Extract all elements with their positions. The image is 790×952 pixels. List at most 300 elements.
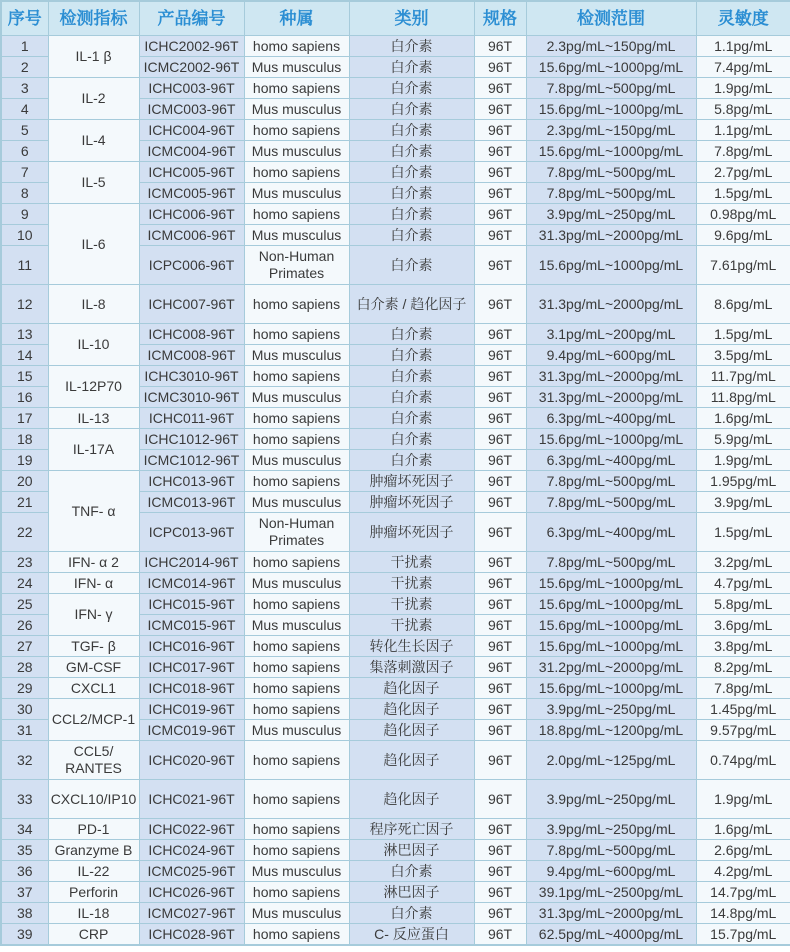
cell-sensitivity: 5.8pg/mL (696, 594, 790, 615)
table-row (1, 471, 790, 492)
cell-target: IL-4 (48, 120, 139, 162)
header-category: 类别 (349, 1, 474, 36)
cell-sensitivity: 11.8pg/mL (696, 387, 790, 408)
cell-category: 集落刺激因子 (349, 657, 474, 678)
header-species: 种属 (244, 1, 349, 36)
cell-target: IL-22 (48, 861, 139, 882)
cell-range: 31.3pg/mL~2000pg/mL (526, 903, 696, 924)
cell-category: 白介素 (349, 141, 474, 162)
cell-sensitivity: 3.8pg/mL (696, 636, 790, 657)
cell-species: homo sapiens (244, 408, 349, 429)
cell-range: 31.3pg/mL~2000pg/mL (526, 366, 696, 387)
cell-species: homo sapiens (244, 366, 349, 387)
table-row (1, 78, 790, 99)
cell-sensitivity: 7.4pg/mL (696, 57, 790, 78)
cell-no: 25 (1, 594, 48, 615)
cell-target: IL-5 (48, 162, 139, 204)
cell-category: 转化生长因子 (349, 636, 474, 657)
table-row (1, 324, 790, 345)
cell-range: 15.6pg/mL~1000pg/mL (526, 636, 696, 657)
cell-species: homo sapiens (244, 324, 349, 345)
cell-category: 淋巴因子 (349, 840, 474, 861)
cell-code: ICMC3010-96T (139, 387, 244, 408)
cell-range: 3.9pg/mL~250pg/mL (526, 819, 696, 840)
cell-code: ICMC005-96T (139, 183, 244, 204)
cell-code: ICHC3010-96T (139, 366, 244, 387)
cell-category: 白介素 (349, 183, 474, 204)
cell-spec: 96T (474, 636, 526, 657)
cell-range: 7.8pg/mL~500pg/mL (526, 471, 696, 492)
cell-species: homo sapiens (244, 36, 349, 57)
cell-sensitivity: 14.7pg/mL (696, 882, 790, 903)
cell-spec: 96T (474, 183, 526, 204)
cell-no: 5 (1, 120, 48, 141)
table-row (1, 573, 790, 594)
cell-category: 白介素 (349, 450, 474, 471)
table-row (1, 861, 790, 882)
cell-species: Mus musculus (244, 99, 349, 120)
table-row (1, 408, 790, 429)
table-row (1, 429, 790, 450)
cell-code: ICMC004-96T (139, 141, 244, 162)
cell-code: ICHC004-96T (139, 120, 244, 141)
cell-species: homo sapiens (244, 471, 349, 492)
cell-target: IL-1 β (48, 36, 139, 78)
cell-spec: 96T (474, 57, 526, 78)
cell-no: 24 (1, 573, 48, 594)
cell-spec: 96T (474, 492, 526, 513)
cell-spec: 96T (474, 78, 526, 99)
cell-spec: 96T (474, 324, 526, 345)
cell-target: CCL5/ RANTES (48, 741, 139, 780)
cell-no: 18 (1, 429, 48, 450)
table-row (1, 780, 790, 819)
cell-range: 31.3pg/mL~2000pg/mL (526, 387, 696, 408)
cell-code: ICMC006-96T (139, 225, 244, 246)
cell-category: 趋化因子 (349, 741, 474, 780)
cell-sensitivity: 11.7pg/mL (696, 366, 790, 387)
cell-sensitivity: 1.95pg/mL (696, 471, 790, 492)
cell-spec: 96T (474, 204, 526, 225)
table-row (1, 36, 790, 57)
cell-sensitivity: 9.6pg/mL (696, 225, 790, 246)
cell-range: 3.1pg/mL~200pg/mL (526, 324, 696, 345)
cell-no: 32 (1, 741, 48, 780)
cell-range: 6.3pg/mL~400pg/mL (526, 513, 696, 552)
cell-spec: 96T (474, 450, 526, 471)
cell-sensitivity: 3.9pg/mL (696, 492, 790, 513)
cell-sensitivity: 1.9pg/mL (696, 780, 790, 819)
table-row (1, 636, 790, 657)
cell-range: 6.3pg/mL~400pg/mL (526, 450, 696, 471)
cell-range: 15.6pg/mL~1000pg/mL (526, 615, 696, 636)
cell-range: 9.4pg/mL~600pg/mL (526, 861, 696, 882)
cell-target: IL-17A (48, 429, 139, 471)
cell-no: 3 (1, 78, 48, 99)
table-body (1, 36, 790, 946)
cell-sensitivity: 7.8pg/mL (696, 678, 790, 699)
cell-no: 9 (1, 204, 48, 225)
table-row (1, 741, 790, 780)
table-row (1, 204, 790, 225)
cell-sensitivity: 15.7pg/mL (696, 924, 790, 946)
cell-range: 39.1pg/mL~2500pg/mL (526, 882, 696, 903)
cell-spec: 96T (474, 594, 526, 615)
table-row (1, 678, 790, 699)
cell-no: 20 (1, 471, 48, 492)
cell-code: ICHC024-96T (139, 840, 244, 861)
cell-no: 6 (1, 141, 48, 162)
cell-target: IL-13 (48, 408, 139, 429)
cell-spec: 96T (474, 699, 526, 720)
cell-code: ICMC013-96T (139, 492, 244, 513)
cell-target: IL-10 (48, 324, 139, 366)
cell-range: 15.6pg/mL~1000pg/mL (526, 573, 696, 594)
cell-no: 37 (1, 882, 48, 903)
cell-spec: 96T (474, 780, 526, 819)
cell-sensitivity: 1.6pg/mL (696, 408, 790, 429)
cell-no: 4 (1, 99, 48, 120)
cell-no: 28 (1, 657, 48, 678)
cell-sensitivity: 1.5pg/mL (696, 513, 790, 552)
cell-species: Mus musculus (244, 141, 349, 162)
cell-sensitivity: 1.9pg/mL (696, 78, 790, 99)
cell-spec: 96T (474, 387, 526, 408)
cell-no: 2 (1, 57, 48, 78)
table-row (1, 903, 790, 924)
table-row (1, 162, 790, 183)
cell-sensitivity: 1.5pg/mL (696, 183, 790, 204)
cell-target: IFN- γ (48, 594, 139, 636)
cell-category: 白介素 (349, 225, 474, 246)
cell-species: homo sapiens (244, 594, 349, 615)
cell-spec: 96T (474, 741, 526, 780)
table-row (1, 594, 790, 615)
cell-category: 肿瘤坏死因子 (349, 471, 474, 492)
cell-range: 3.9pg/mL~250pg/mL (526, 780, 696, 819)
cell-target: PD-1 (48, 819, 139, 840)
cell-range: 15.6pg/mL~1000pg/mL (526, 246, 696, 285)
cell-spec: 96T (474, 882, 526, 903)
table-row (1, 699, 790, 720)
cell-range: 7.8pg/mL~500pg/mL (526, 840, 696, 861)
table-row (1, 882, 790, 903)
cell-species: Mus musculus (244, 57, 349, 78)
cell-target: CXCL1 (48, 678, 139, 699)
cell-target: IL-6 (48, 204, 139, 285)
header-sensitivity: 灵敏度 (696, 1, 790, 36)
header-target: 检测指标 (48, 1, 139, 36)
cell-species: homo sapiens (244, 204, 349, 225)
cell-range: 31.3pg/mL~2000pg/mL (526, 225, 696, 246)
header-code: 产品编号 (139, 1, 244, 36)
cell-sensitivity: 0.98pg/mL (696, 204, 790, 225)
cell-species: Mus musculus (244, 573, 349, 594)
cell-species: homo sapiens (244, 924, 349, 946)
cell-category: 趋化因子 (349, 699, 474, 720)
cell-sensitivity: 9.57pg/mL (696, 720, 790, 741)
cell-range: 62.5pg/mL~4000pg/mL (526, 924, 696, 946)
cell-species: homo sapiens (244, 819, 349, 840)
cell-no: 31 (1, 720, 48, 741)
cell-code: ICHC007-96T (139, 285, 244, 324)
cell-category: 肿瘤坏死因子 (349, 492, 474, 513)
cell-species: homo sapiens (244, 285, 349, 324)
cell-code: ICHC005-96T (139, 162, 244, 183)
cell-no: 22 (1, 513, 48, 552)
cell-species: Non-Human Primates (244, 246, 349, 285)
cell-species: Mus musculus (244, 720, 349, 741)
cell-species: homo sapiens (244, 678, 349, 699)
cell-range: 7.8pg/mL~500pg/mL (526, 162, 696, 183)
cell-range: 15.6pg/mL~1000pg/mL (526, 57, 696, 78)
cell-category: 白介素 (349, 120, 474, 141)
cell-spec: 96T (474, 840, 526, 861)
cell-spec: 96T (474, 678, 526, 699)
cell-target: IFN- α 2 (48, 552, 139, 573)
cell-code: ICHC1012-96T (139, 429, 244, 450)
cell-no: 36 (1, 861, 48, 882)
cell-code: ICMC027-96T (139, 903, 244, 924)
cell-range: 7.8pg/mL~500pg/mL (526, 552, 696, 573)
cell-category: C- 反应蛋白 (349, 924, 474, 946)
cell-category: 白介素 (349, 345, 474, 366)
cell-category: 白介素 (349, 78, 474, 99)
cell-no: 39 (1, 924, 48, 946)
cell-target: TGF- β (48, 636, 139, 657)
cell-sensitivity: 0.74pg/mL (696, 741, 790, 780)
cell-sensitivity: 5.9pg/mL (696, 429, 790, 450)
cell-code: ICHC021-96T (139, 780, 244, 819)
cell-code: ICMC015-96T (139, 615, 244, 636)
cell-no: 34 (1, 819, 48, 840)
cell-spec: 96T (474, 366, 526, 387)
cell-code: ICHC2014-96T (139, 552, 244, 573)
cell-species: homo sapiens (244, 780, 349, 819)
cell-target: CCL2/MCP-1 (48, 699, 139, 741)
cell-code: ICHC008-96T (139, 324, 244, 345)
cell-code: ICHC011-96T (139, 408, 244, 429)
cell-species: homo sapiens (244, 840, 349, 861)
cell-category: 白介素 (349, 366, 474, 387)
cell-category: 白介素 (349, 429, 474, 450)
cell-sensitivity: 8.6pg/mL (696, 285, 790, 324)
cell-code: ICMC003-96T (139, 99, 244, 120)
cell-spec: 96T (474, 429, 526, 450)
cell-sensitivity: 5.8pg/mL (696, 99, 790, 120)
cell-category: 趋化因子 (349, 720, 474, 741)
cell-species: homo sapiens (244, 120, 349, 141)
cell-spec: 96T (474, 903, 526, 924)
table-row (1, 285, 790, 324)
cell-species: homo sapiens (244, 882, 349, 903)
cell-spec: 96T (474, 285, 526, 324)
cell-range: 3.9pg/mL~250pg/mL (526, 699, 696, 720)
cell-spec: 96T (474, 471, 526, 492)
cell-category: 干扰素 (349, 552, 474, 573)
cell-target: IL-12P70 (48, 366, 139, 408)
cell-category: 干扰素 (349, 573, 474, 594)
cell-species: Mus musculus (244, 492, 349, 513)
cell-range: 7.8pg/mL~500pg/mL (526, 492, 696, 513)
cell-species: homo sapiens (244, 699, 349, 720)
cell-category: 白介素 (349, 387, 474, 408)
table-row (1, 819, 790, 840)
cell-sensitivity: 2.6pg/mL (696, 840, 790, 861)
cell-code: ICMC008-96T (139, 345, 244, 366)
cell-category: 白介素 (349, 903, 474, 924)
cell-sensitivity: 4.2pg/mL (696, 861, 790, 882)
cell-species: Non-Human Primates (244, 513, 349, 552)
cell-category: 白介素 (349, 162, 474, 183)
cell-no: 10 (1, 225, 48, 246)
table-row (1, 366, 790, 387)
cell-no: 23 (1, 552, 48, 573)
cell-category: 程序死亡因子 (349, 819, 474, 840)
cell-range: 7.8pg/mL~500pg/mL (526, 183, 696, 204)
cell-category: 白介素 (349, 36, 474, 57)
cell-target: IL-2 (48, 78, 139, 120)
cell-code: ICPC013-96T (139, 513, 244, 552)
cell-no: 35 (1, 840, 48, 861)
cell-species: homo sapiens (244, 636, 349, 657)
cell-no: 29 (1, 678, 48, 699)
cell-spec: 96T (474, 162, 526, 183)
cell-species: Mus musculus (244, 903, 349, 924)
cell-target: Perforin (48, 882, 139, 903)
cell-spec: 96T (474, 552, 526, 573)
header-spec: 规格 (474, 1, 526, 36)
cell-species: homo sapiens (244, 162, 349, 183)
cell-sensitivity: 1.5pg/mL (696, 324, 790, 345)
cell-species: homo sapiens (244, 657, 349, 678)
cell-range: 2.3pg/mL~150pg/mL (526, 36, 696, 57)
cell-category: 干扰素 (349, 615, 474, 636)
cell-range: 31.3pg/mL~2000pg/mL (526, 285, 696, 324)
cell-no: 7 (1, 162, 48, 183)
cell-species: homo sapiens (244, 78, 349, 99)
cell-code: ICMC019-96T (139, 720, 244, 741)
cell-no: 8 (1, 183, 48, 204)
cell-sensitivity: 8.2pg/mL (696, 657, 790, 678)
cell-range: 7.8pg/mL~500pg/mL (526, 78, 696, 99)
cell-species: Mus musculus (244, 345, 349, 366)
cell-target: CXCL10/IP10 (48, 780, 139, 819)
cell-spec: 96T (474, 573, 526, 594)
cell-category: 白介素 (349, 861, 474, 882)
cell-spec: 96T (474, 861, 526, 882)
cell-code: ICHC2002-96T (139, 36, 244, 57)
cell-code: ICMC1012-96T (139, 450, 244, 471)
cell-no: 17 (1, 408, 48, 429)
cell-sensitivity: 7.8pg/mL (696, 141, 790, 162)
cell-sensitivity: 7.61pg/mL (696, 246, 790, 285)
cell-range: 15.6pg/mL~1000pg/mL (526, 99, 696, 120)
cell-target: GM-CSF (48, 657, 139, 678)
cell-spec: 96T (474, 819, 526, 840)
cell-no: 16 (1, 387, 48, 408)
table-row (1, 120, 790, 141)
header-row (1, 1, 790, 36)
cell-spec: 96T (474, 246, 526, 285)
header-no: 序号 (1, 1, 48, 36)
cell-spec: 96T (474, 615, 526, 636)
cell-range: 3.9pg/mL~250pg/mL (526, 204, 696, 225)
cell-range: 2.3pg/mL~150pg/mL (526, 120, 696, 141)
cell-range: 6.3pg/mL~400pg/mL (526, 408, 696, 429)
cell-category: 白介素 (349, 324, 474, 345)
header-range: 检测范围 (526, 1, 696, 36)
cell-code: ICHC017-96T (139, 657, 244, 678)
cell-no: 14 (1, 345, 48, 366)
table-row (1, 552, 790, 573)
cell-spec: 96T (474, 345, 526, 366)
cell-target: CRP (48, 924, 139, 946)
cell-code: ICHC020-96T (139, 741, 244, 780)
cell-sensitivity: 3.6pg/mL (696, 615, 790, 636)
cell-spec: 96T (474, 513, 526, 552)
cell-category: 干扰素 (349, 594, 474, 615)
cell-species: Mus musculus (244, 387, 349, 408)
cell-species: homo sapiens (244, 552, 349, 573)
cell-range: 18.8pg/mL~1200pg/mL (526, 720, 696, 741)
cell-code: ICHC026-96T (139, 882, 244, 903)
cell-species: Mus musculus (244, 615, 349, 636)
cell-no: 30 (1, 699, 48, 720)
cell-target: IL-8 (48, 285, 139, 324)
cell-no: 13 (1, 324, 48, 345)
cell-category: 白介素 (349, 246, 474, 285)
cell-no: 26 (1, 615, 48, 636)
cell-category: 白介素 (349, 408, 474, 429)
cell-code: ICMC014-96T (139, 573, 244, 594)
cell-species: homo sapiens (244, 429, 349, 450)
cell-sensitivity: 3.2pg/mL (696, 552, 790, 573)
cell-species: Mus musculus (244, 225, 349, 246)
cell-spec: 96T (474, 657, 526, 678)
table-row (1, 840, 790, 861)
cell-code: ICHC013-96T (139, 471, 244, 492)
cell-sensitivity: 2.7pg/mL (696, 162, 790, 183)
cell-target: IL-18 (48, 903, 139, 924)
cell-no: 11 (1, 246, 48, 285)
cell-no: 21 (1, 492, 48, 513)
cell-no: 33 (1, 780, 48, 819)
cell-code: ICHC028-96T (139, 924, 244, 946)
cell-spec: 96T (474, 720, 526, 741)
cell-code: ICMC2002-96T (139, 57, 244, 78)
cell-sensitivity: 1.9pg/mL (696, 450, 790, 471)
cell-code: ICHC006-96T (139, 204, 244, 225)
cell-spec: 96T (474, 141, 526, 162)
cell-sensitivity: 1.6pg/mL (696, 819, 790, 840)
cell-category: 白介素 (349, 204, 474, 225)
cell-code: ICPC006-96T (139, 246, 244, 285)
cell-code: ICHC015-96T (139, 594, 244, 615)
cell-spec: 96T (474, 99, 526, 120)
cell-target: Granzyme B (48, 840, 139, 861)
cell-category: 白介素 (349, 99, 474, 120)
cell-target: IFN- α (48, 573, 139, 594)
cell-category: 趋化因子 (349, 678, 474, 699)
cell-no: 27 (1, 636, 48, 657)
cell-sensitivity: 1.45pg/mL (696, 699, 790, 720)
cell-spec: 96T (474, 120, 526, 141)
cell-sensitivity: 4.7pg/mL (696, 573, 790, 594)
cell-range: 31.2pg/mL~2000pg/mL (526, 657, 696, 678)
cell-spec: 96T (474, 924, 526, 946)
cell-sensitivity: 1.1pg/mL (696, 120, 790, 141)
